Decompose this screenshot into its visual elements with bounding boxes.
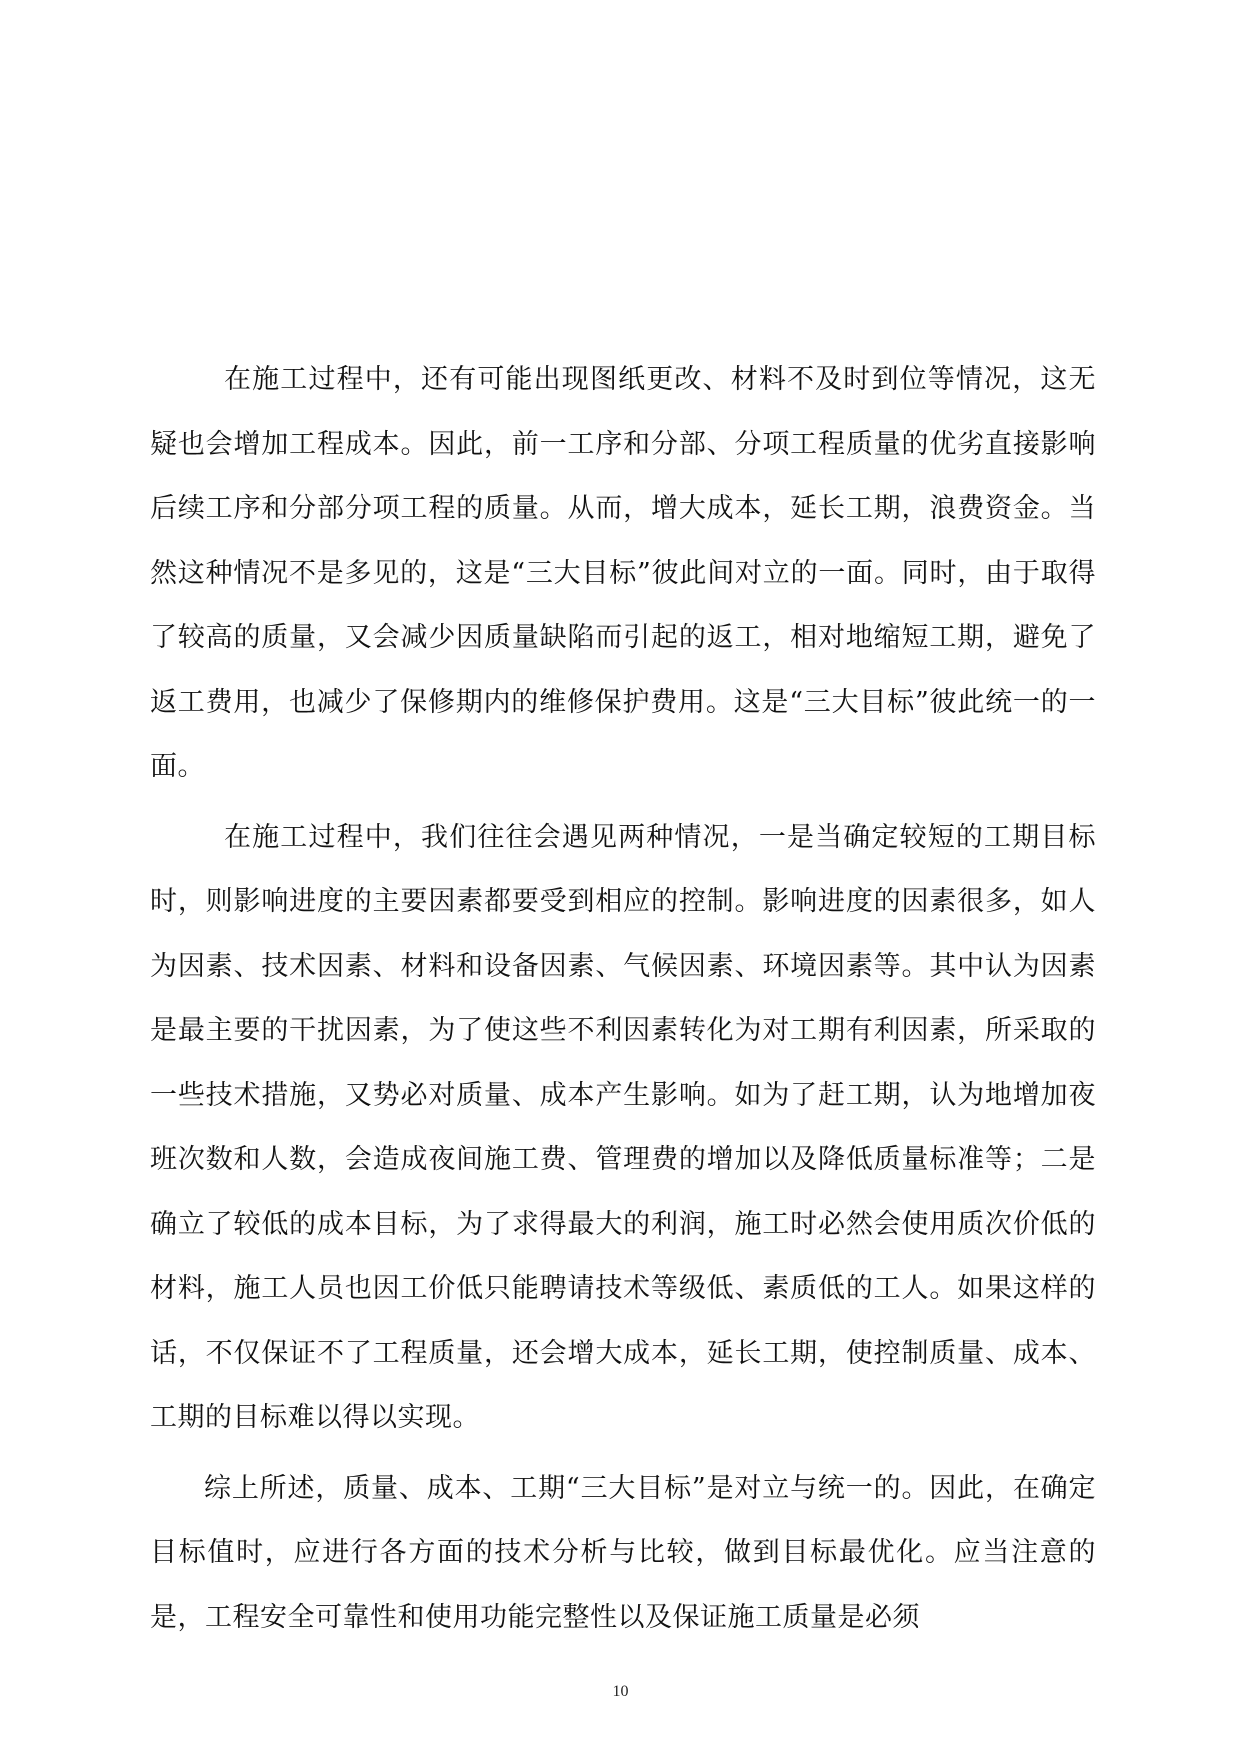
paragraph-3: 综上所述，质量、成本、工期“三大目标”是对立与统一的。因此，在确定目标值时，应进行各方面的技术分析与比较，做到目标最优化。应当注意的是，工程安全可靠性和使用功能完整性以及保证施工质量是必须 [150, 1472, 1096, 1633]
paragraph-2: 在施工过程中，我们往往会遇见两种情况，一是当确定较短的工期目标时，则影响进度的主要因素都要受到相应的控制。影响进度的因素很多，如人为因素、技术因素、材料和设备因素、气候因素、环境因素等。其中认为因素是最主要的干扰因素，为了使这些不利因素转化为对工期有利因素，所采取的一些技术措施，又势必对质量、成本产生影响。如为了赶工期，认为地增加夜班次数和人数，会造成夜间施工费、管理费的增加以及降低质量标准等；二是确立了较低的成本目标，为了求得最大的利润，施工时必然会使用质次价低的材料，施工人员也因工价低只能聘请技术等级低、素质低的工人。如果这样的话，不仅保证不了工程质量，还会增大成本，延长工期，使控制质量、成本、工期的目标难以得以实现。 [150, 821, 1096, 1433]
page-number: 10 [612, 1683, 629, 1700]
paragraph-1: 在施工过程中，还有可能出现图纸更改、材料不及时到位等情况，这无疑也会增加工程成本。因此，前一工序和分部、分项工程质量的优劣直接影响后续工序和分部分项工程的质量。从而，增大成本，延长工期，浪费资金。当然这种情况不是多见的，这是“三大目标”彼此间对立的一面。同时，由于取得了较高的质量，又会减少因质量缺陷而引起的返工，相对地缩短工期，避免了返工费用，也减少了保修期内的维修保护费用。这是“三大目标”彼此统一的一面。 [150, 364, 1096, 782]
body-text [150, 348, 1096, 1650]
